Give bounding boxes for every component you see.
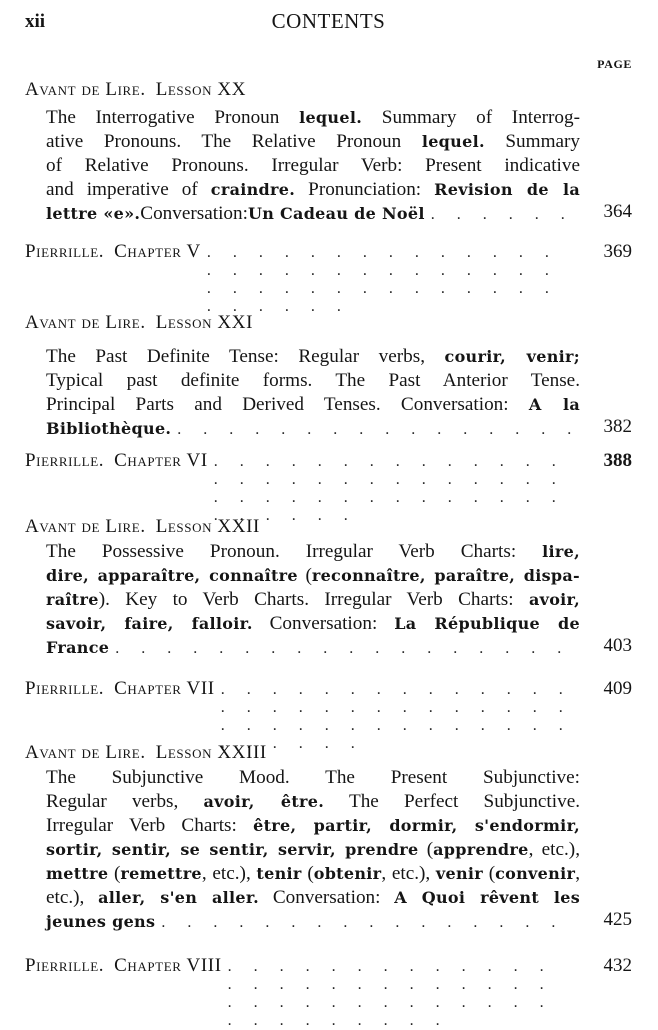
section-heading-part: Avant de Lire. — [25, 516, 146, 537]
text-run: , etc.), — [381, 863, 436, 884]
chapter-name: Chapter VIII — [114, 955, 222, 976]
description-line — [46, 612, 580, 636]
text-run: Conversation: — [140, 203, 248, 224]
chapter-label-part: Pierrille. — [25, 241, 105, 262]
french-term: reconnaître, paraître, dispa- — [311, 566, 580, 585]
lesson-label: Lesson XX — [155, 79, 247, 100]
text-run: ative Pronouns. The Relative Pronoun — [46, 131, 422, 152]
dot-leader — [431, 203, 574, 227]
text-run: Pronunciation: — [295, 179, 435, 200]
chapter-name: Chapter V — [114, 241, 201, 262]
description-line — [46, 564, 580, 588]
text-run: Conversation: — [259, 887, 395, 908]
text-run: and imperative of — [46, 179, 211, 200]
lesson-description — [46, 345, 580, 441]
description-line — [46, 766, 580, 790]
text-run: The Subjunctive Mood. The Present Subjunctive: — [46, 767, 580, 788]
lesson-description — [46, 766, 580, 934]
chapter-label — [25, 955, 222, 977]
french-term: Un Cadeau de Noël — [247, 204, 425, 223]
lesson-page-number: 425 — [603, 909, 632, 930]
description-line — [46, 636, 580, 660]
description-line — [46, 130, 580, 154]
french-term: tenir — [256, 864, 302, 883]
french-term: A la — [528, 395, 580, 414]
chapter-page-number: 409 — [603, 678, 632, 699]
description-line — [46, 393, 580, 417]
french-term: La République de — [394, 614, 580, 633]
text-run: ( — [483, 863, 496, 884]
text-run: The Possessive Pronoun. Irregular Verb Charts: — [46, 541, 543, 562]
chapter-page-number: 388 — [603, 450, 632, 471]
lesson-label: Lesson XXIII — [155, 742, 267, 763]
text-run: Summary — [484, 131, 580, 152]
french-term: savoir, faire, falloir. — [46, 614, 253, 633]
french-term: lire, — [542, 542, 580, 561]
french-term: être, partir, dormir, s'endormir, — [253, 816, 581, 835]
description-line — [46, 345, 580, 369]
page-column-label: PAGE — [597, 57, 632, 71]
description-line — [46, 862, 580, 886]
text-run: etc.), — [46, 887, 99, 908]
text-run: of Relative Pronouns. Irregular Verb: Present indicative — [46, 155, 580, 176]
description-line — [46, 910, 580, 934]
french-term: avoir, — [528, 590, 580, 609]
text-run: Conversation: — [252, 613, 395, 634]
text-run: The Perfect Subjunctive. — [324, 791, 581, 812]
description-line — [46, 154, 580, 178]
french-term: Revision de la — [434, 180, 580, 199]
chapter-name: Chapter VI — [114, 450, 208, 471]
french-term: convenir — [495, 864, 576, 883]
text-run: ( — [301, 863, 314, 884]
description-line — [46, 106, 580, 130]
lesson-label: Lesson XXII — [155, 516, 260, 537]
french-term: avoir, être. — [203, 792, 325, 811]
folio: xii — [25, 11, 46, 32]
french-term: mettre — [46, 864, 109, 883]
text-run: ( — [108, 863, 121, 884]
description-line — [46, 838, 580, 862]
french-term: obtenir — [313, 864, 382, 883]
description-line — [46, 588, 580, 612]
description-line — [46, 886, 580, 910]
text-run: Typical past definite forms. The Past Anterior Tense. — [46, 370, 580, 391]
section-heading — [25, 516, 260, 538]
dot-leader — [115, 637, 574, 661]
description-line — [46, 369, 580, 393]
chapter-label — [25, 241, 201, 263]
french-term: raître — [46, 590, 99, 609]
french-term: jeunes gens — [46, 912, 156, 931]
french-term: France — [46, 638, 110, 657]
chapter-name: Chapter VII — [114, 678, 215, 699]
french-term: sortir, sentir, se sentir, servir, prendre — [46, 840, 419, 859]
section-heading-part: Avant de Lire. — [25, 79, 146, 100]
chapter-page-number: 369 — [603, 241, 632, 262]
french-term: lequel. — [421, 132, 485, 151]
text-run: The Past Definite Tense: Regular verbs, — [46, 346, 445, 367]
section-heading-part: Avant de Lire. — [25, 312, 146, 333]
description-line — [46, 178, 580, 202]
dot-leader — [161, 911, 574, 935]
text-run: Irregular Verb Charts: — [46, 815, 254, 836]
french-term: courir, venir; — [444, 347, 580, 366]
dot-leader — [214, 453, 575, 525]
description-line — [46, 814, 580, 838]
dot-leader — [207, 244, 575, 316]
description-line — [46, 202, 580, 226]
section-heading-part: Avant de Lire. — [25, 742, 146, 763]
description-line — [46, 540, 580, 564]
text-run: ( — [297, 565, 312, 586]
chapter-entry — [25, 241, 581, 316]
french-term: venir — [435, 864, 484, 883]
lesson-description — [46, 540, 580, 660]
lesson-page-number: 403 — [603, 635, 632, 656]
french-term: apprendre — [433, 840, 529, 859]
page-title: CONTENTS — [271, 9, 386, 33]
section-heading — [25, 742, 267, 764]
description-line — [46, 417, 580, 441]
chapter-label-part: Pierrille. — [25, 450, 105, 471]
lesson-page-number: 382 — [603, 416, 632, 437]
text-run: Principal Parts and Derived Tenses. Conversation: — [46, 394, 529, 415]
chapter-label-part: Pierrille. — [25, 678, 105, 699]
chapter-label — [25, 678, 215, 700]
text-run: , — [575, 863, 580, 884]
french-term: craindre. — [210, 180, 296, 199]
lesson-description — [46, 106, 580, 226]
chapter-entry — [25, 450, 581, 525]
french-term: dire, apparaître, connaître — [46, 566, 298, 585]
french-term: lequel. — [299, 108, 363, 127]
french-term: remettre — [120, 864, 202, 883]
french-term: aller, s'en aller. — [98, 888, 260, 907]
text-run: ). Key to Verb Charts. Irregular Verb Charts: — [98, 589, 529, 610]
dot-leader — [221, 681, 575, 753]
french-term: Bibliothèque. — [46, 419, 172, 438]
chapter-label-part: Pierrille. — [25, 955, 105, 976]
lesson-page-number: 364 — [603, 201, 632, 222]
chapter-entry — [25, 955, 581, 1030]
chapter-page-number: 432 — [603, 955, 632, 976]
section-heading — [25, 79, 246, 101]
text-run: ( — [418, 839, 434, 860]
text-run: , etc.), — [528, 839, 580, 860]
dot-leader — [177, 418, 574, 442]
text-run: Summary of Interrog- — [362, 107, 580, 128]
section-heading — [25, 312, 253, 334]
running-head — [25, 9, 632, 39]
text-run: , etc.), — [201, 863, 257, 884]
description-line — [46, 790, 580, 814]
french-term: A Quoi rêvent les — [394, 888, 580, 907]
french-term: lettre «e». — [46, 204, 141, 223]
text-run: The Interrogative Pronoun — [46, 107, 300, 128]
dot-leader — [228, 958, 575, 1030]
lesson-label: Lesson XXI — [155, 312, 253, 333]
text-run: Regular verbs, — [46, 791, 204, 812]
chapter-label — [25, 450, 208, 472]
